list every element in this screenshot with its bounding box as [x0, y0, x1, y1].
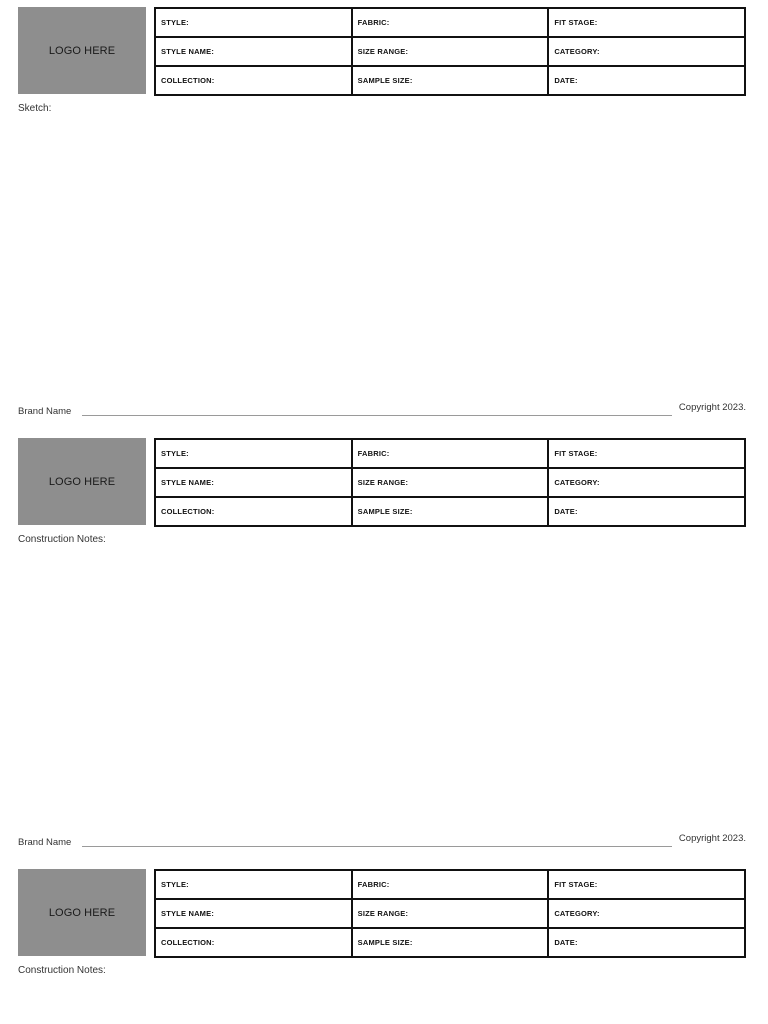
sample-size-field[interactable]: SAMPLE SIZE: — [352, 928, 549, 957]
category-field[interactable]: CATEGORY: — [548, 37, 745, 66]
style-field[interactable]: STYLE: — [155, 439, 352, 468]
logo-placeholder: LOGO HERE — [18, 438, 146, 525]
style-name-field[interactable]: STYLE NAME: — [155, 37, 352, 66]
construction-notes-label: Construction Notes: — [18, 534, 106, 545]
sketch-label: Sketch: — [18, 103, 52, 114]
date-field[interactable]: DATE: — [548, 928, 745, 957]
copyright-text: Copyright 2023. — [678, 833, 746, 844]
logo-placeholder: LOGO HERE — [18, 7, 146, 94]
collection-field[interactable]: COLLECTION: — [155, 928, 352, 957]
construction-notes-label: Construction Notes: — [18, 965, 106, 976]
footer-2 — [18, 833, 746, 849]
fabric-field[interactable]: FABRIC: — [352, 439, 549, 468]
style-field[interactable]: STYLE: — [155, 870, 352, 899]
brand-name: Brand Name — [18, 406, 72, 417]
date-field[interactable]: DATE: — [548, 66, 745, 95]
fit-stage-field[interactable]: FIT STAGE: — [548, 8, 745, 37]
category-field[interactable]: CATEGORY: — [548, 468, 745, 497]
sample-size-field[interactable]: SAMPLE SIZE: — [352, 66, 549, 95]
fit-stage-field[interactable]: FIT STAGE: — [548, 870, 745, 899]
fit-stage-field[interactable]: FIT STAGE: — [548, 439, 745, 468]
style-name-field[interactable]: STYLE NAME: — [155, 468, 352, 497]
fabric-field[interactable]: FABRIC: — [352, 870, 549, 899]
spec-table — [154, 7, 746, 96]
collection-field[interactable]: COLLECTION: — [155, 66, 352, 95]
collection-field[interactable]: COLLECTION: — [155, 497, 352, 526]
logo-placeholder: LOGO HERE — [18, 869, 146, 956]
fabric-field[interactable]: FABRIC: — [352, 8, 549, 37]
divider-line — [82, 846, 672, 847]
spec-table — [154, 869, 746, 958]
footer-1 — [18, 402, 746, 418]
size-range-field[interactable]: SIZE RANGE: — [352, 899, 549, 928]
style-field[interactable]: STYLE: — [155, 8, 352, 37]
size-range-field[interactable]: SIZE RANGE: — [352, 468, 549, 497]
style-name-field[interactable]: STYLE NAME: — [155, 899, 352, 928]
sample-size-field[interactable]: SAMPLE SIZE: — [352, 497, 549, 526]
divider-line — [82, 415, 672, 416]
category-field[interactable]: CATEGORY: — [548, 899, 745, 928]
copyright-text: Copyright 2023. — [678, 402, 746, 413]
date-field[interactable]: DATE: — [548, 497, 745, 526]
brand-name: Brand Name — [18, 837, 72, 848]
spec-table — [154, 438, 746, 527]
size-range-field[interactable]: SIZE RANGE: — [352, 37, 549, 66]
